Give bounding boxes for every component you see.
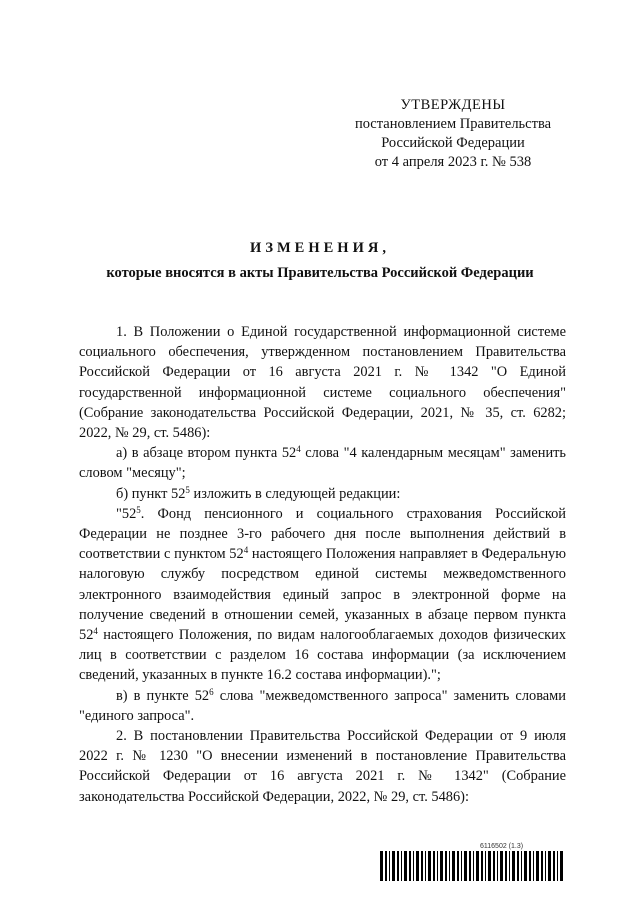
paragraph-quote: "$52^5$. Фонд пенсионного и социального страхования Российской Федерации не позднее 3-го рабочего дня после выполнения действий в соответствии с пунктом $52^4$ настоящего Положения направляет в Федеральную налоговую службу посредством единой системы межведомственного электронного взаимодействия единый запрос в электронной форме на получение сведений в отношении семей, указанных в абзаце первом пункта $52^4$ настоящего Положения, по видам налогооблагаемых доходов физических лиц в соответствии с разделом 16 состава информации (за исключением сведений, указанных в пункте 16.2 состава информации)."; <box>79 504 566 684</box>
document-title: ИЗМЕНЕНИЯ, <box>250 240 390 256</box>
paragraph-1c: в) в пункте $52^6$ слова "межведомственного запроса" заменить словами "единого запроса". <box>79 686 566 724</box>
approval-date: от 4 апреля 2023 г. № 538 <box>374 154 532 170</box>
barcode-icon <box>380 851 566 881</box>
approval-line: Российской Федерации <box>381 135 525 151</box>
paragraph-1: 1. В Положении о Единой государственной информационной системе социального обеспечения, утвержденном постановлением Правительства Российской Федерации от 16 августа 2021 г. № 1342 "О Единой государственной информационной системе социального обеспечения" (Собрание законодательства Российской Федерации, 2021, № 35, ст. 6282; 2022, № 29, ст. 5486): <box>79 324 566 442</box>
paragraph-2: 2. В постановлении Правительства Российской Федерации от 9 июля 2022 г. № 1230 "О внесении изменений в постановление Правительства Российской Федерации от 16 августа 2021 г. № 1342" (Собрание законодательства Российской Федерации, 2022, № 29, ст. 5486): <box>79 728 566 805</box>
approval-line: постановлением Правительства <box>354 116 552 132</box>
document-body <box>79 322 566 807</box>
document-code: 6116502 (1.3) <box>480 843 524 850</box>
approval-block <box>340 96 566 172</box>
paragraph-1a: а) в абзаце втором пункта $52^4$ слова "4 календарным месяцам" заменить словом "месяцу"; <box>79 444 567 482</box>
document-subtitle: которые вносятся в акты Правительства Российской Федерации <box>106 265 534 281</box>
approval-heading: УТВЕРЖДЕНЫ <box>400 97 506 113</box>
paragraph-1b: б) пункт $52^5$ изложить в следующей редакции: <box>116 484 401 502</box>
